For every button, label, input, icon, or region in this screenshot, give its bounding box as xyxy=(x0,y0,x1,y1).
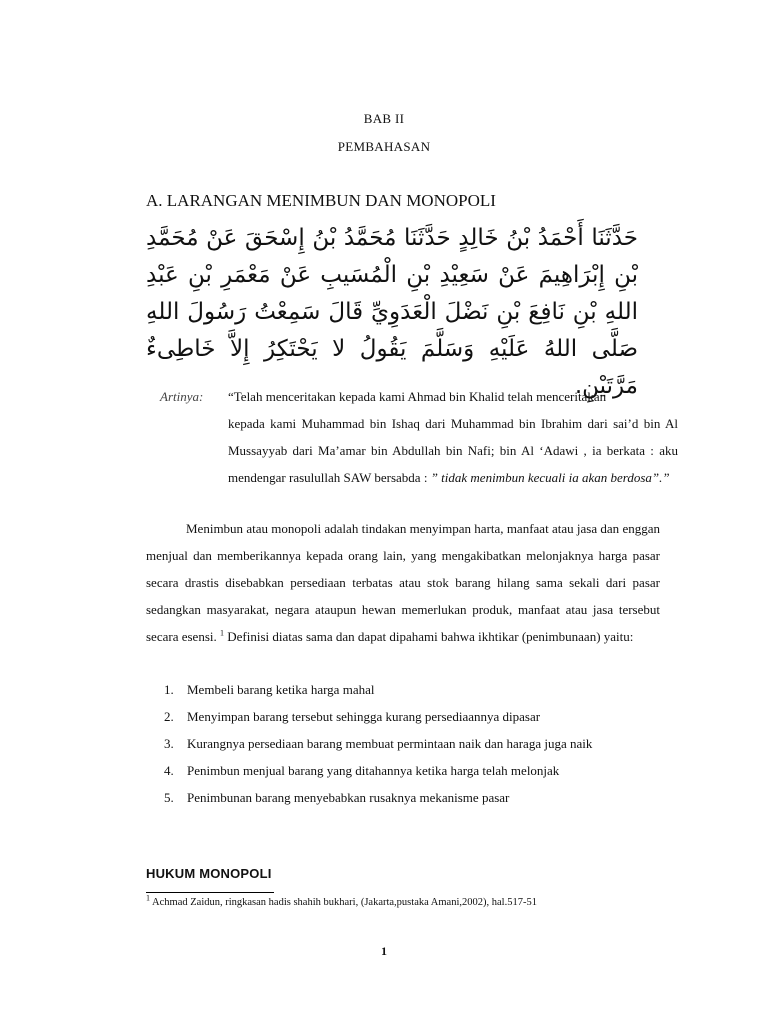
translation-quote: ” tidak menimbun kecuali ia akan berdosa”.” xyxy=(430,470,670,485)
list-item-number: 3. xyxy=(164,736,174,751)
list-item-text: Penimbunan barang menyebabkan rusaknya mekanisme pasar xyxy=(187,790,510,805)
list-item-text: Penimbun menjual barang yang ditahannya ketika harga telah melonjak xyxy=(187,763,560,778)
list-item-number: 4. xyxy=(164,763,174,778)
list-item xyxy=(146,676,666,703)
list-item-number: 2. xyxy=(164,709,174,724)
translation-body xyxy=(228,410,678,491)
list-item-text: Kurangnya persediaan barang membuat permintaan naik dan haraga juga naik xyxy=(187,736,593,751)
ihtikar-criteria-list xyxy=(146,676,666,811)
body-paragraph xyxy=(146,515,660,650)
list-item xyxy=(146,757,666,784)
list-item-text: Membeli barang ketika harga mahal xyxy=(187,682,375,697)
translation-label: Artinya: xyxy=(160,389,204,404)
footnote xyxy=(146,893,537,908)
paragraph-part-1: Menimbun atau monopoli adalah tindakan menyimpan harta, manfaat atau jasa dan enggan menjual dan memberikannya kepada orang lain, yang mengakibatkan melonjaknya harga pasar secara drastis disebabkan persediaan terbatas atau stok barang hilang sama sekali dari pasar sedangkan masyarakat, negara ataupun hewan memerlukan produk, manfaat atau jasa tersebut secara esensi. xyxy=(146,521,660,644)
footnote-divider xyxy=(146,892,274,893)
section-heading: A. LARANGAN MENIMBUN DAN MONOPOLI xyxy=(146,191,496,210)
list-item xyxy=(146,784,666,811)
sub-heading: HUKUM MONOPOLI xyxy=(146,866,272,881)
translation-body-text: kepada kami Muhammad bin Ishaq dari Muhammad bin Ibrahim dari sai’d bin Al Mussayyab dari Ma’amar bin Abdullah bin Nafi; bin Al ‘Adawi , ia berkata : aku mendengar rasulullah SAW bersabda : xyxy=(228,416,678,485)
list-item xyxy=(146,703,666,730)
list-item-number: 5. xyxy=(164,790,174,805)
page-number: 1 xyxy=(381,944,387,958)
list-item-number: 1. xyxy=(164,682,174,697)
chapter-title: PEMBAHASAN xyxy=(337,139,431,154)
paragraph-part-2: Definisi diatas sama dan dapat dipahami bahwa ikhtikar (penimbunaan) yaitu: xyxy=(227,629,634,644)
hadith-translation xyxy=(160,383,678,491)
list-item-text: Menyimpan barang tersebut sehingga kurang persediaannya dipasar xyxy=(187,709,541,724)
arabic-hadith-text: حَدَّثَنَا أَحْمَدُ بْنُ خَالِدٍ حَدَّثَنَا مُحَمَّدُ بْنُ إِسْحَقَ عَنْ مُحَمَّدِ بْنِ إِبْرَاهِيمَ عَنْ سَعِيْدِ بْنِ الْمُسَيبِ عَنْ مَعْمَرِ بْنِ عَبْدِ اللهِ بْنِ نَافِعَ بْنِ نَضْلَ الْعَدَوِيِّ قَالَ سَمِعْتُ رَسُولَ اللهِ صَلَّى اللهُ عَلَيْهِ وَسَلَّمَ يَقُولُ لا يَحْتَكِرُ إِلاَّ خَاطِىءٌ مَرَّتَيْنِ. xyxy=(146,225,638,399)
translation-first-line: “Telah menceritakan kepada kami Ahmad bin Khalid telah menceritakan xyxy=(228,389,607,404)
footnote-reference[interactable]: 1 xyxy=(220,628,224,638)
list-item xyxy=(146,730,666,757)
chapter-label: BAB II xyxy=(363,111,405,126)
footnote-text: Achmad Zaidun, ringkasan hadis shahih bukhari, (Jakarta,pustaka Amani,2002), hal.517-51 xyxy=(152,897,537,908)
footnote-number: 1 xyxy=(146,893,150,903)
